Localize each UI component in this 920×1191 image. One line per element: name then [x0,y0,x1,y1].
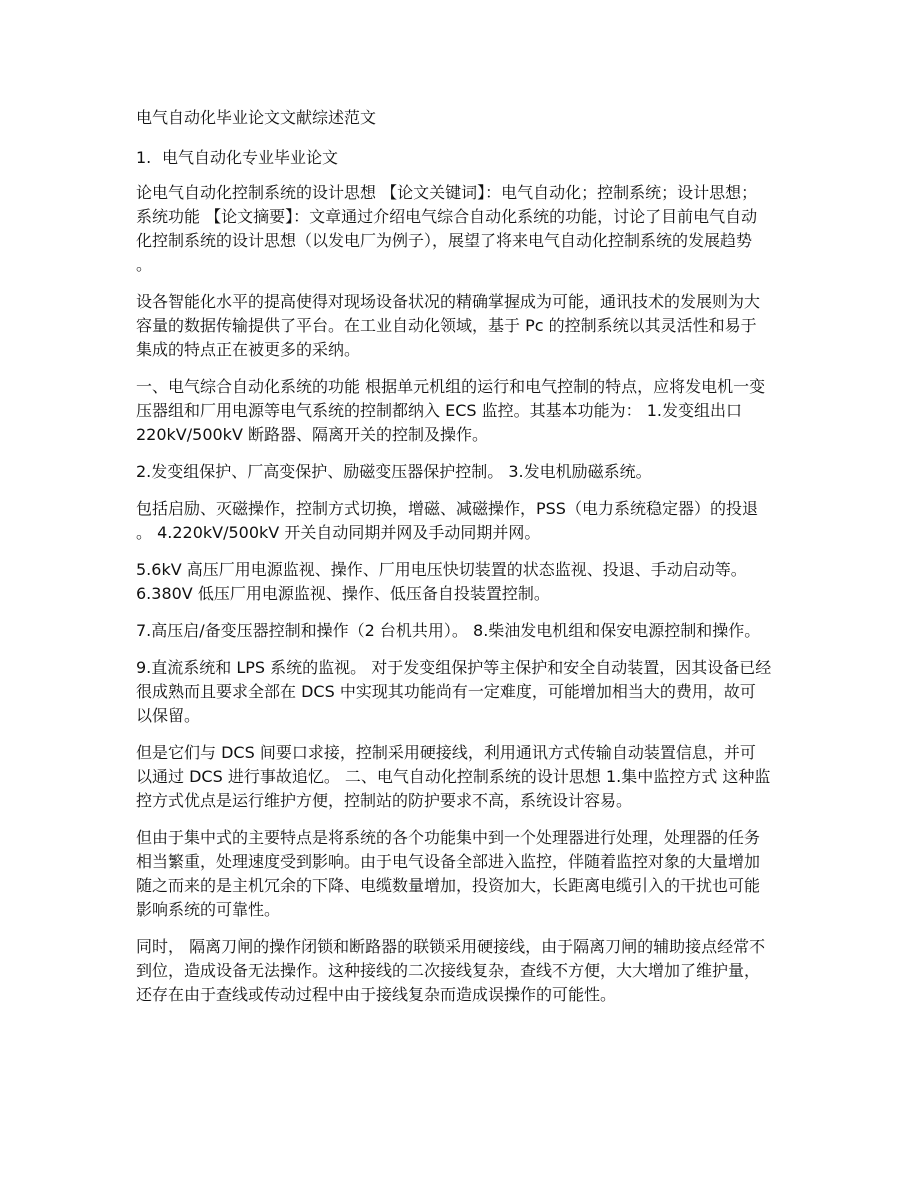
paragraph-line: 5.6kV 高压厂用电源监视、操作、厂用电压快切装置的状态监视、投退、手动启动等。 [136,560,747,579]
paragraph-line: 。 [136,255,153,274]
paragraph-line: 容量的数据传输提供了平台。在工业自动化领域，基于 Pc 的控制系统以其灵活性和易于 [136,316,757,335]
paragraph-line: 论电气自动化控制系统的设计思想 【论文关键词】：电气自动化；控制系统；设计思想； [136,183,758,202]
body-paragraph [136,558,784,606]
paragraph-line: 但是它们与 DCS 间要口求接，控制采用硬接线，利用通讯方式传输自动装置信息，并可 [136,743,756,762]
body-paragraph [136,460,784,484]
body-paragraph [136,497,784,545]
paragraph-line: 控方式优点是运行维护方便，控制站的防护要求不高，系统设计容易。 [136,791,633,810]
paragraph-line: 但由于集中式的主要特点是将系统的各个功能集中到一个处理器进行处理，处理器的任务 [136,828,761,847]
document-title: 电气自动化毕业论文文献综述范文 [136,108,377,127]
paragraph-line: 7.高压启/备变压器控制和操作（2 台机共用）。 8.柴油发电机组和保安电源控制和操作。 [136,621,761,640]
body-paragraph [136,741,784,813]
paragraph-line: 同时， 隔离刀闸的操作闭锁和断路器的联锁采用硬接线，由于隔离刀闸的辅助接点经常不 [136,937,766,956]
paragraph-line: 以保留。 [136,706,201,725]
section-title: 电气自动化专业毕业论文 [162,148,339,167]
paragraph-line: 到位，造成设备无法操作。这种接线的二次接线复杂，查线不方便，大大增加了维护量， [136,961,761,980]
body-paragraph [136,826,784,922]
document-body [136,181,784,1020]
body-paragraph [136,290,784,362]
paragraph-line: 设各智能化水平的提高使得对现场设备状况的精确掌握成为可能，通讯技术的发展则为大 [136,292,761,311]
paragraph-line: 相当繁重，处理速度受到影响。由于电气设备全部进入监控，伴随着监控对象的大量增加 [136,852,761,871]
paragraph-line: 。 4.220kV/500kV 开关自动同期并网及手动同期并网。 [136,523,541,542]
body-paragraph [136,935,784,1007]
section-number: 1. [136,148,152,167]
paragraph-line: 包括启励、灭磁操作，控制方式切换，增磁、减磁操作，PSS（电力系统稳定器）的投退 [136,499,758,518]
paragraph-line: 还存在由于查线或传动过程中由于接线复杂而造成误操作的可能性。 [136,985,617,1004]
body-paragraph [136,619,784,643]
paragraph-line: 系统功能 【论文摘要】：文章通过介绍电气综合自动化系统的功能，讨论了目前电气自动 [136,207,758,226]
paragraph-line: 集成的特点正在被更多的采纳。 [136,340,361,359]
section-heading [136,146,338,170]
paragraph-line: 6.380V 低压厂用电源监视、操作、低压备自投装置控制。 [136,584,550,603]
paragraph-line: 压器组和厂用电源等电气系统的控制都纳入 ECS 监控。其基本功能为： 1.发变组出口 [136,401,742,420]
paragraph-line: 220kV/500kV 断路器、隔离开关的控制及操作。 [136,425,488,444]
paragraph-line: 以通过 DCS 进行事故追忆。 二、电气自动化控制系统的设计思想 1.集中监控方式 这种监 [136,767,771,786]
paragraph-line: 2.发变组保护、厂高变保护、励磁变压器保护控制。 3.发电机励磁系统。 [136,462,652,481]
paragraph-line: 影响系统的可靠性。 [136,900,281,919]
body-paragraph [136,375,784,447]
body-paragraph [136,181,784,277]
body-paragraph [136,656,784,728]
paragraph-line: 很成熟而且要求全部在 DCS 中实现其功能尚有一定难度，可能增加相当大的费用，故可 [136,682,756,701]
paragraph-line: 化控制系统的设计思想（以发电厂为例子），展望了将来电气自动化控制系统的发展趋势 [136,231,753,250]
paragraph-line: 9.直流系统和 LPS 系统的监视。 对于发变组保护等主保护和安全自动装置，因其设备已经 [136,658,772,677]
paragraph-line: 一、电气综合自动化系统的功能 根据单元机组的运行和电气控制的特点，应将发电机一变 [136,377,766,396]
paragraph-line: 随之而来的是主机冗余的下降、电缆数量增加，投资加大，长距离电缆引入的干扰也可能 [136,876,761,895]
